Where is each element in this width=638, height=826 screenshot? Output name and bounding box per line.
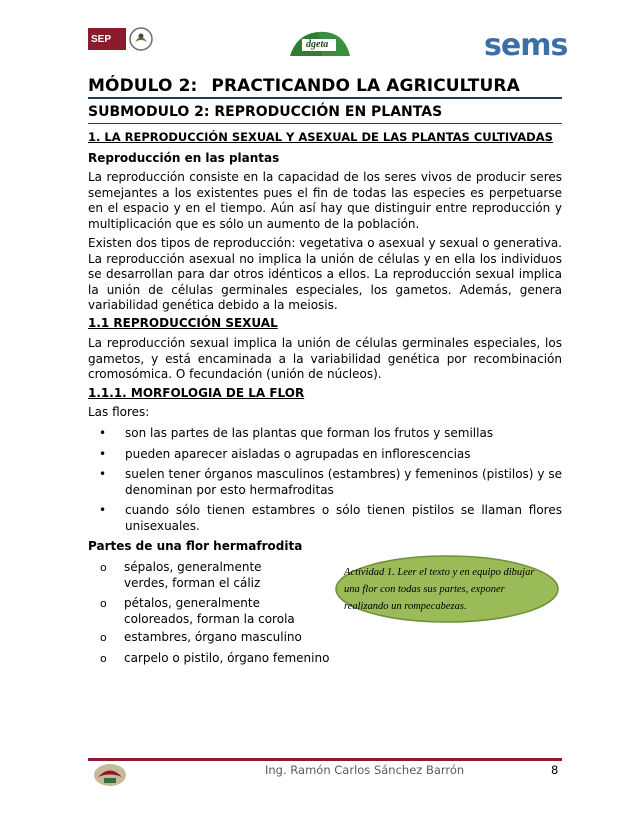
reproduction-heading: Reproducción en las plantas — [88, 151, 280, 165]
circle-bullet-icon: o — [100, 631, 107, 644]
bullet-icon: • — [99, 426, 107, 440]
submodule-divider — [88, 123, 562, 124]
sems-logo-text: sems — [484, 28, 568, 63]
activity-callout — [334, 554, 560, 624]
paragraph-types: Existen dos tipos de reproducción: vegetativa o asexual y sexual o generativa. La reproducción asexual no implica la unión de células y en ella los individuos se desarrollan para dar otros idénticos a ellos. La reproducción sexual implica la unión de células germinales especiales, los gametos. Además, genera variabilidad genética debido a la meiosis. — [88, 236, 562, 312]
flower-parts-heading: Partes de una flor hermafrodita — [88, 539, 303, 553]
module-number: MÓDULO 2: — [88, 76, 198, 96]
paragraph-sexual-reproduction: La reproducción sexual implica la unión de células germinales especiales, los gametos, y está encaminada a la variabilidad genética por recombinación cromosómica. O fecundación (unión de núcleos). — [88, 336, 562, 381]
mexico-crest-icon — [128, 26, 154, 52]
sep-logo-text: SEP — [88, 28, 126, 50]
list-item: • pueden aparecer aisladas o agrupadas en inflorescencias — [99, 446, 471, 461]
footer-divider — [88, 758, 562, 761]
school-emblem-icon — [92, 762, 128, 788]
circle-bullet-icon: o — [100, 651, 107, 665]
list-item: • son las partes de las plantas que forman los frutos y semillas — [99, 426, 494, 440]
module-name: PRACTICANDO LA AGRICULTURA — [211, 76, 520, 96]
list-item: • cuando sólo tienen estambres o sólo tienen pistilos se llaman flores unisexuales. — [99, 503, 562, 533]
sep-logo — [88, 26, 160, 52]
list-item: o carpelo o pistilo, órgano femenino — [100, 650, 330, 665]
page-title — [88, 76, 568, 96]
circle-bullet-icon: o — [100, 597, 107, 610]
flower-parts-list — [88, 560, 298, 632]
title-divider — [88, 97, 562, 99]
bullet-icon: • — [99, 467, 107, 481]
dgeta-logo — [288, 26, 352, 60]
flowers-intro: Las flores: — [88, 405, 150, 419]
section-1-1-1-heading: 1.1.1. MORFOLOGIA DE LA FLOR — [88, 386, 305, 400]
sems-logo — [484, 28, 568, 63]
activity-text: Actividad 1. Leer el texto y en equipo dibujar una flor con todas sus partes, exponer realizando un rompecabezas. — [344, 567, 535, 612]
bullet-icon: • — [99, 446, 107, 461]
flower-parts-list-continued — [88, 630, 348, 671]
bullet-icon: • — [99, 503, 107, 517]
flower-bullets — [88, 426, 562, 539]
list-item: o sépalos, generalmente verdes, forman el cáliz — [100, 560, 262, 590]
page-number: 8 — [551, 763, 559, 777]
paragraph-reproduction: La reproducción consiste en la capacidad de los seres vivos de producir seres semejantes a los existentes pues el fin de todas las especies es perpetuarse en el espacio y en el tiempo. Aún así hay que distinguir entre reproducción y multiplicación que es sólo un aumento de la población. — [88, 170, 562, 231]
list-item: o pétalos, generalmente coloreados, forman la corola — [100, 596, 295, 626]
circle-bullet-icon: o — [100, 561, 107, 574]
dgeta-logo-text: dgeta — [306, 39, 329, 50]
list-item: • suelen tener órganos masculinos (estambres) y femeninos (pistilos) y se denominan por esto hermafroditas — [99, 467, 562, 497]
section-1-heading: 1. LA REPRODUCCIÓN SEXUAL Y ASEXUAL DE LAS PLANTAS CULTIVADAS — [88, 130, 553, 144]
submodule-heading: SUBMODULO 2: REPRODUCCIÓN EN PLANTAS — [88, 104, 443, 120]
section-1-1-heading: 1.1 REPRODUCCIÓN SEXUAL — [88, 316, 278, 330]
list-item: o estambres, órgano masculino — [100, 630, 302, 644]
footer-author: Ing. Ramón Carlos Sánchez Barrón — [265, 763, 465, 777]
